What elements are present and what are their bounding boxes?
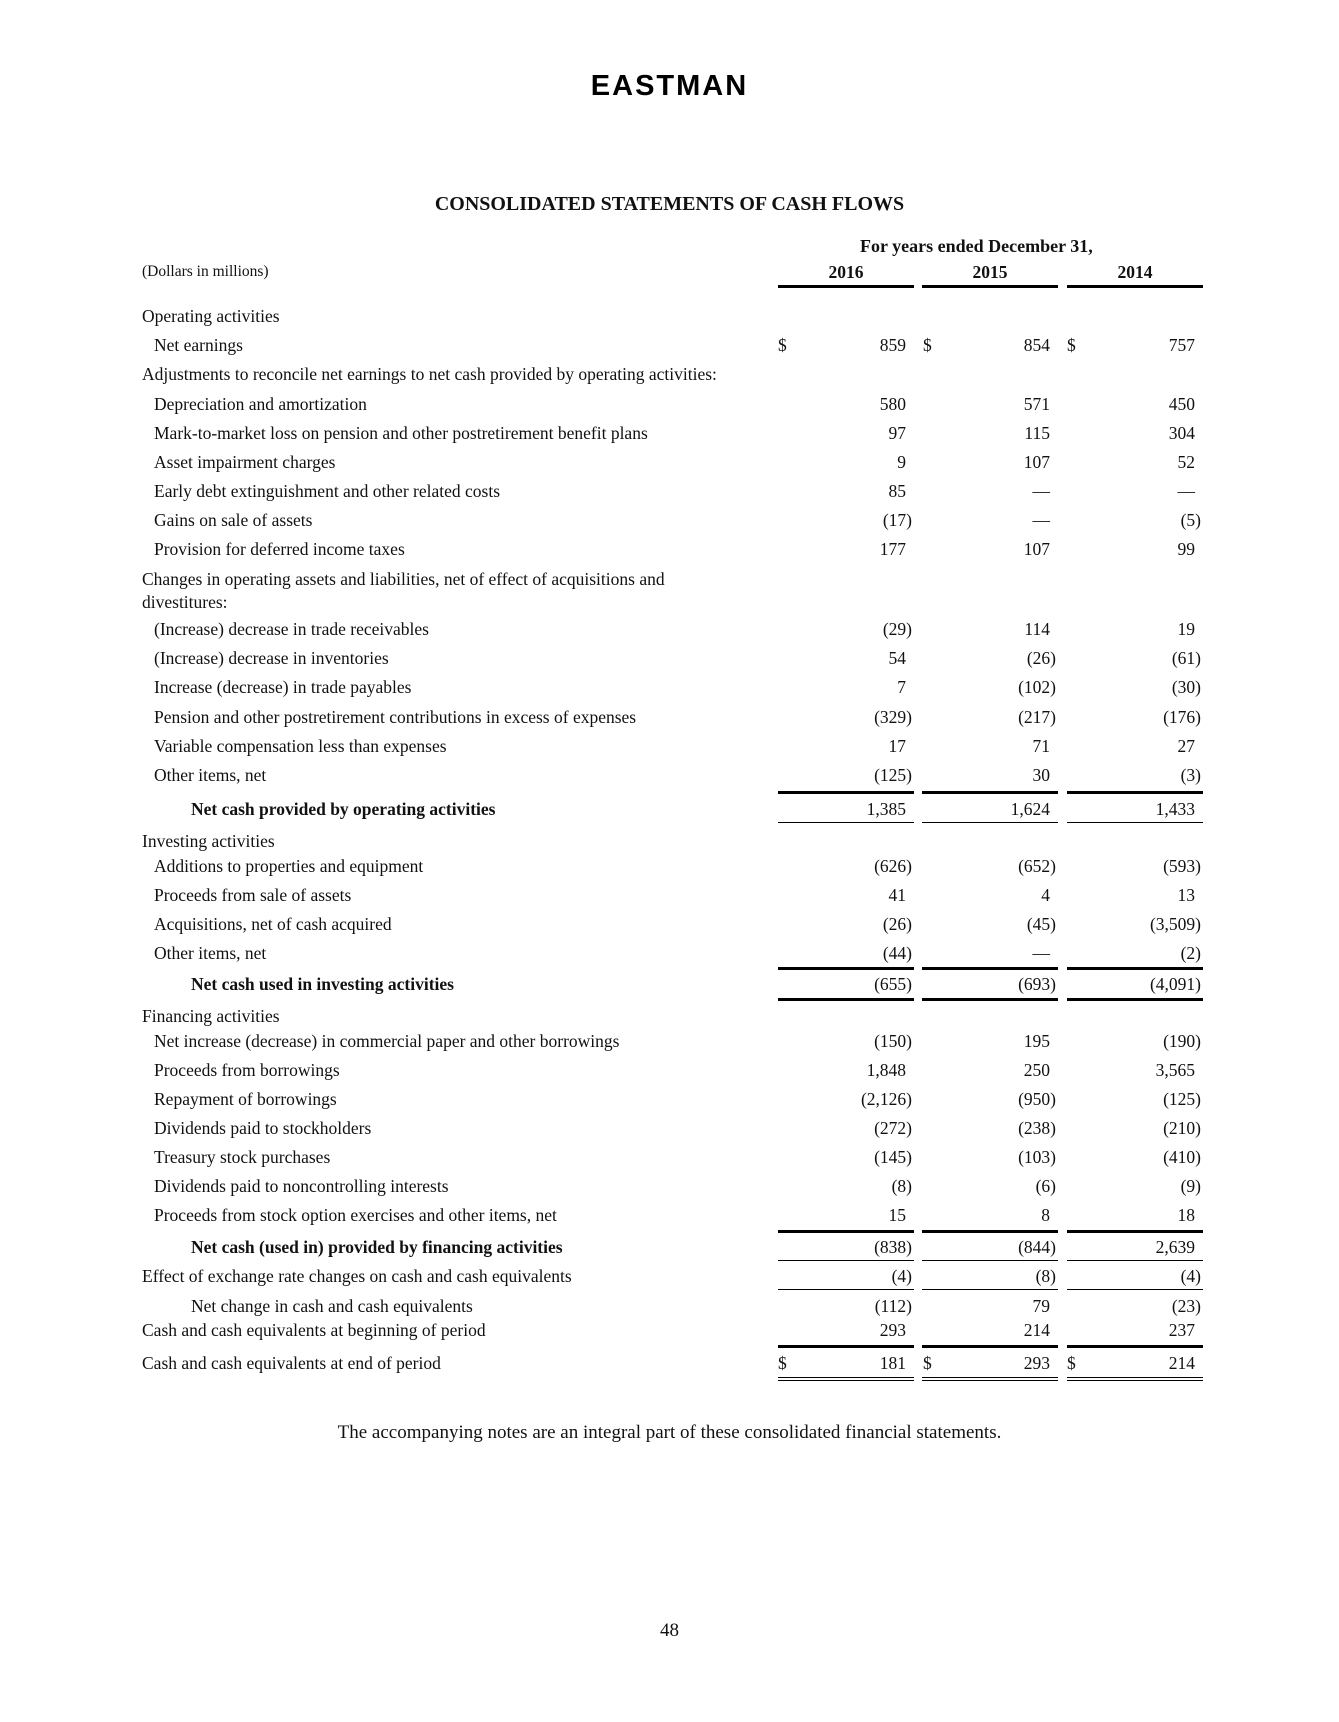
value-2014: 3,565 [1155, 1060, 1195, 1080]
value-2015: 114 [1024, 619, 1050, 639]
value-2014: (9) [1180, 1176, 1201, 1196]
value-2015: (217) [1018, 707, 1056, 727]
header-rule [778, 285, 914, 288]
double-rule-top [778, 1377, 914, 1378]
year-header-2016: 2016 [828, 262, 864, 282]
row-label: Cash and cash equivalents at beginning of period [142, 1320, 486, 1340]
value-2014: 237 [1168, 1320, 1195, 1340]
total-rule [922, 998, 1058, 1001]
table-row [0, 1296, 1339, 1318]
value-2016: 54 [888, 648, 906, 668]
row-label: Changes in operating assets and liabilities, net of effect of acquisitions and divestitures: [142, 569, 665, 612]
value-2015: 115 [1024, 423, 1050, 443]
value-2016: (838) [874, 1237, 912, 1257]
value-2014: 1,433 [1155, 799, 1195, 819]
value-2015: 571 [1023, 394, 1050, 414]
value-2016: (150) [874, 1031, 912, 1051]
table-row [0, 1353, 1339, 1375]
value-2015: (693) [1018, 974, 1056, 994]
value-2015: 107 [1023, 452, 1050, 472]
row-label: Depreciation and amortization [154, 394, 367, 414]
company-logo: EASTMAN [590, 70, 749, 102]
value-2016: 9 [897, 452, 906, 472]
value-2015: (8) [1035, 1266, 1056, 1286]
row-label: Asset impairment charges [154, 452, 336, 472]
row-label: Repayment of borrowings [154, 1089, 337, 1109]
row-label: Other items, net [154, 765, 267, 785]
total-rule [1067, 1289, 1203, 1290]
value-2016: 177 [879, 539, 906, 559]
units-note: (Dollars in millions) [142, 263, 269, 280]
total-rule [922, 822, 1058, 823]
subtotal-rule [778, 967, 914, 970]
value-2015: 1,624 [1010, 799, 1050, 819]
value-2015: 30 [1032, 765, 1050, 785]
value-2016: (272) [874, 1118, 912, 1138]
value-2014: 19 [1177, 619, 1195, 639]
value-2016: (26) [882, 914, 912, 934]
value-2014: (190) [1163, 1031, 1201, 1051]
table-row [0, 510, 1339, 532]
table-row [0, 394, 1339, 416]
value-2016: (655) [874, 974, 912, 994]
table-row [0, 481, 1339, 503]
total-rule [778, 998, 914, 1001]
value-2015: — [1032, 943, 1050, 963]
value-2014: (3,509) [1149, 914, 1201, 934]
value-2015: 214 [1023, 1320, 1050, 1340]
value-2014: (125) [1163, 1089, 1201, 1109]
table-row [0, 619, 1339, 641]
subtotal-rule [1067, 967, 1203, 970]
row-label: Acquisitions, net of cash acquired [154, 914, 392, 934]
table-row [0, 677, 1339, 699]
total-rule [778, 1289, 914, 1290]
row-label: Net increase (decrease) in commercial paper and other borrowings [154, 1031, 620, 1051]
row-label: Dividends paid to noncontrolling interests [154, 1176, 449, 1196]
table-row [0, 1060, 1339, 1082]
table-row [0, 423, 1339, 445]
row-label: Net cash used in investing activities [191, 974, 454, 994]
total-rule [922, 1289, 1058, 1290]
value-2016: 1,848 [866, 1060, 906, 1080]
table-row [0, 1006, 1339, 1028]
value-2014: (4,091) [1149, 974, 1201, 994]
value-2015: (238) [1018, 1118, 1056, 1138]
row-label: Early debt extinguishment and other related costs [154, 481, 501, 501]
value-2014: (210) [1163, 1118, 1201, 1138]
value-2015: (652) [1018, 856, 1056, 876]
row-label: Provision for deferred income taxes [154, 539, 405, 559]
value-2015: — [1032, 481, 1050, 501]
table-row [0, 1237, 1339, 1259]
value-2014: (410) [1163, 1147, 1201, 1167]
value-2016: (44) [882, 943, 912, 963]
header-rule [1067, 285, 1203, 288]
currency-symbol: $ [923, 1353, 932, 1373]
table-row [0, 1118, 1339, 1140]
total-rule [778, 822, 914, 823]
row-label: Net change in cash and cash equivalents [191, 1296, 473, 1316]
row-label: (Increase) decrease in inventories [154, 648, 389, 668]
subtotal-rule [778, 1230, 914, 1233]
footnote: The accompanying notes are an integral part of these consolidated financial statements. [337, 1422, 1002, 1443]
row-label: Net cash (used in) provided by financing activities [191, 1237, 563, 1257]
row-label: Cash and cash equivalents at end of period [142, 1353, 441, 1373]
currency-symbol: $ [778, 335, 787, 355]
header-rule [922, 285, 1058, 288]
value-2016: (329) [874, 707, 912, 727]
value-2015: (6) [1035, 1176, 1056, 1196]
value-2016: 859 [879, 335, 906, 355]
value-2016: 41 [888, 885, 906, 905]
table-row [0, 1147, 1339, 1169]
row-label: Dividends paid to stockholders [154, 1118, 372, 1138]
value-2014: 99 [1177, 539, 1195, 559]
row-label: Gains on sale of assets [154, 510, 313, 530]
double-rule-bottom [922, 1380, 1058, 1381]
table-row [0, 943, 1339, 965]
subtotal-rule [778, 1345, 914, 1348]
value-2016: (626) [874, 856, 912, 876]
value-2014: 450 [1168, 394, 1195, 414]
table-row [0, 736, 1339, 758]
row-label: Operating activities [142, 306, 280, 326]
value-2014: (176) [1163, 707, 1201, 727]
table-row [0, 856, 1339, 878]
currency-symbol: $ [923, 335, 932, 355]
value-2014: (30) [1171, 677, 1201, 697]
table-row [0, 452, 1339, 474]
table-row [0, 799, 1339, 821]
value-2015: (45) [1026, 914, 1056, 934]
value-2014: 13 [1177, 885, 1195, 905]
table-row [0, 335, 1339, 357]
table-row [0, 1089, 1339, 1111]
value-2015: 195 [1023, 1031, 1050, 1051]
row-label: Additions to properties and equipment [154, 856, 424, 876]
row-label: Proceeds from sale of assets [154, 885, 352, 905]
subtotal-rule [922, 1345, 1058, 1348]
value-2015: 293 [1023, 1353, 1050, 1373]
value-2016: 85 [888, 481, 906, 501]
table-row [0, 831, 1339, 853]
table-row [0, 765, 1339, 787]
value-2016: 1,385 [866, 799, 906, 819]
value-2016: (2,126) [860, 1089, 912, 1109]
double-rule-bottom [1067, 1380, 1203, 1381]
value-2014: 2,639 [1155, 1237, 1195, 1257]
subtotal-rule [778, 791, 914, 794]
row-label: Net cash provided by operating activities [191, 799, 496, 819]
table-row [0, 1266, 1339, 1288]
value-2015: — [1032, 510, 1050, 530]
table-row [0, 568, 1339, 614]
year-header-2014: 2014 [1117, 262, 1153, 282]
subtotal-rule [1067, 791, 1203, 794]
value-2015: (102) [1018, 677, 1056, 697]
value-2015: (950) [1018, 1089, 1056, 1109]
value-2014: (4) [1180, 1266, 1201, 1286]
value-2016: (145) [874, 1147, 912, 1167]
row-label: Increase (decrease) in trade payables [154, 677, 412, 697]
value-2014: — [1177, 481, 1195, 501]
double-rule-bottom [778, 1380, 914, 1381]
row-label: Other items, net [154, 943, 267, 963]
double-rule-top [922, 1377, 1058, 1378]
table-row [0, 1320, 1339, 1342]
subtotal-rule [1067, 1230, 1203, 1233]
table-row [0, 306, 1339, 328]
value-2015: 8 [1041, 1205, 1050, 1225]
table-row [0, 364, 1339, 386]
value-2016: 580 [879, 394, 906, 414]
subtotal-rule [922, 791, 1058, 794]
value-2016: (17) [882, 510, 912, 530]
table-row [0, 1205, 1339, 1227]
value-2015: 854 [1023, 335, 1050, 355]
value-2016: 97 [888, 423, 906, 443]
row-label: Mark-to-market loss on pension and other postretirement benefit plans [154, 423, 648, 443]
row-label: Proceeds from borrowings [154, 1060, 340, 1080]
value-2016: (112) [874, 1296, 912, 1316]
total-rule [922, 1260, 1058, 1261]
total-rule [778, 1260, 914, 1261]
row-label: Net earnings [154, 335, 243, 355]
value-2014: (3) [1180, 765, 1201, 785]
value-2014: 18 [1177, 1205, 1195, 1225]
row-label: (Increase) decrease in trade receivables [154, 619, 429, 639]
value-2016: 15 [888, 1205, 906, 1225]
table-row [0, 885, 1339, 907]
value-2016: 181 [879, 1353, 906, 1373]
value-2016: (8) [891, 1176, 912, 1196]
row-label: Treasury stock purchases [154, 1147, 331, 1167]
subtotal-rule [922, 967, 1058, 970]
value-2015: 250 [1023, 1060, 1050, 1080]
value-2015: 107 [1023, 539, 1050, 559]
total-rule [1067, 998, 1203, 1001]
subtotal-rule [1067, 1345, 1203, 1348]
double-rule-top [1067, 1377, 1203, 1378]
value-2015: 79 [1032, 1296, 1050, 1316]
statement-title: CONSOLIDATED STATEMENTS OF CASH FLOWS [434, 193, 905, 215]
total-rule [1067, 1260, 1203, 1261]
value-2014: (61) [1171, 648, 1201, 668]
value-2014: (23) [1171, 1296, 1201, 1316]
page-number: 48 [660, 1620, 679, 1641]
value-2014: (5) [1180, 510, 1201, 530]
value-2014: 27 [1177, 736, 1195, 756]
table-row [0, 648, 1339, 670]
value-2014: 52 [1177, 452, 1195, 472]
currency-symbol: $ [778, 1353, 787, 1373]
subtotal-rule [922, 1230, 1058, 1233]
value-2015: 4 [1041, 885, 1050, 905]
value-2014: (2) [1180, 943, 1201, 963]
value-2014: 214 [1168, 1353, 1195, 1373]
year-header-2015: 2015 [972, 262, 1008, 282]
table-row [0, 707, 1339, 729]
row-label: Adjustments to reconcile net earnings to net cash provided by operating activities: [142, 364, 717, 384]
total-rule [1067, 822, 1203, 823]
value-2016: 293 [879, 1320, 906, 1340]
row-label: Pension and other postretirement contributions in excess of expenses [154, 707, 637, 727]
row-label: Investing activities [142, 831, 275, 851]
period-header: For years ended December 31, [860, 236, 1093, 256]
table-row [0, 1176, 1339, 1198]
value-2014: (593) [1163, 856, 1201, 876]
table-row [0, 1031, 1339, 1053]
value-2016: (125) [874, 765, 912, 785]
currency-symbol: $ [1067, 1353, 1076, 1373]
value-2014: 304 [1168, 423, 1195, 443]
value-2015: (844) [1018, 1237, 1056, 1257]
value-2016: 7 [897, 677, 906, 697]
currency-symbol: $ [1067, 335, 1076, 355]
row-label: Effect of exchange rate changes on cash and cash equivalents [142, 1266, 572, 1286]
row-label: Proceeds from stock option exercises and other items, net [154, 1205, 557, 1225]
table-row [0, 974, 1339, 996]
row-label: Financing activities [142, 1006, 280, 1026]
value-2014: 757 [1168, 335, 1195, 355]
table-row [0, 914, 1339, 936]
value-2016: (29) [882, 619, 912, 639]
table-row [0, 539, 1339, 561]
value-2016: (4) [891, 1266, 912, 1286]
value-2015: (26) [1026, 648, 1056, 668]
value-2016: 17 [888, 736, 906, 756]
row-label: Variable compensation less than expenses [154, 736, 447, 756]
value-2015: 71 [1032, 736, 1050, 756]
value-2015: (103) [1018, 1147, 1056, 1167]
